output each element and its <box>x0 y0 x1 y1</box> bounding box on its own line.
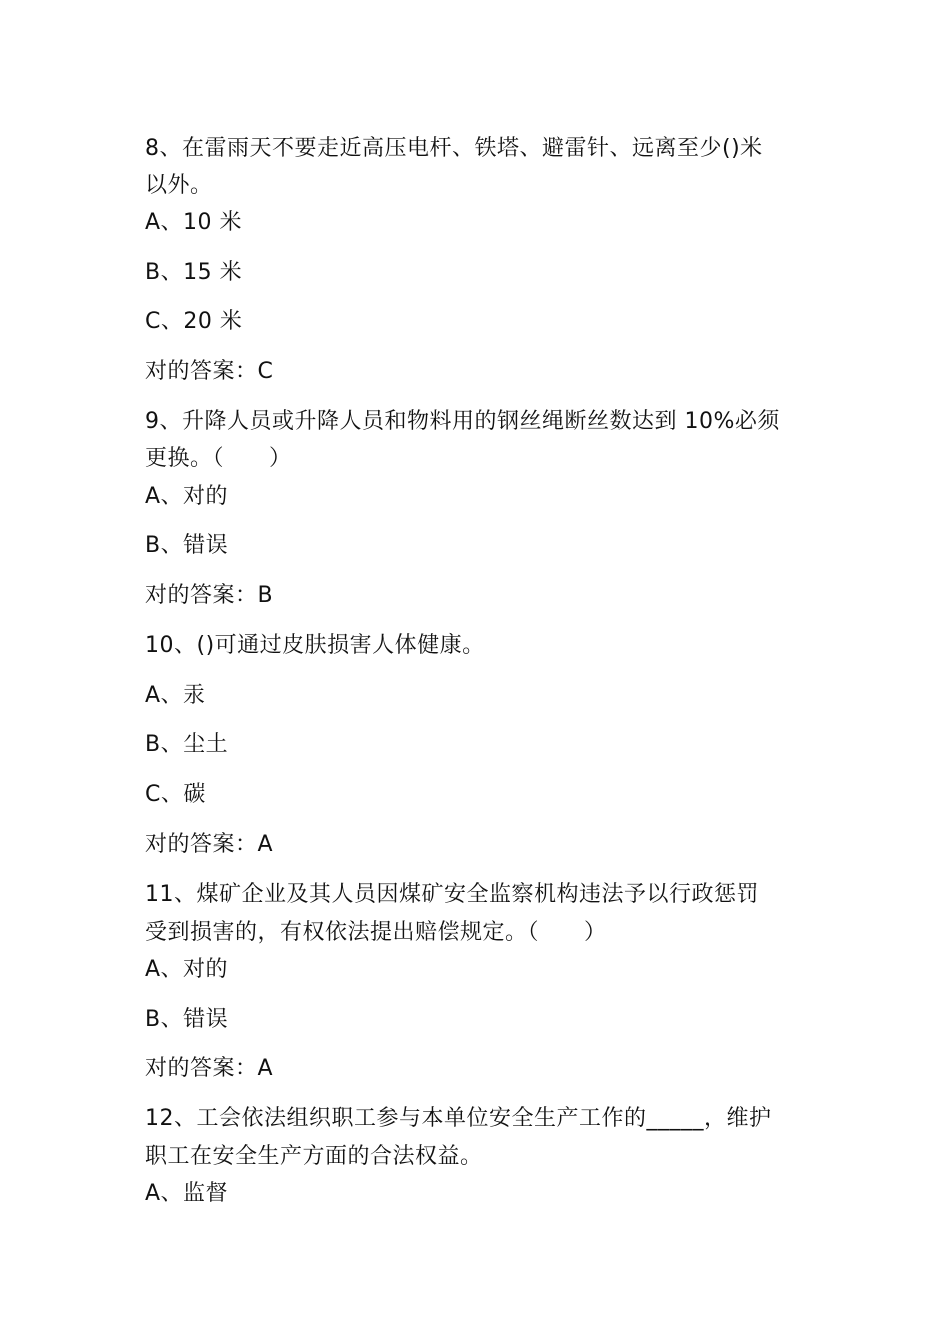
question-10-answer: 对的答案：A <box>145 832 274 857</box>
question-11-stem-line-1: 11、煤矿企业及其人员因煤矿安全监察机构违法予以行政惩罚 <box>145 882 759 907</box>
question-8-answer: 对的答案：C <box>145 359 274 384</box>
question-11-option-a: A、对的 <box>145 957 229 982</box>
question-11-stem-line-2: 受到损害的，有权依法提出赔偿规定。（ ） <box>145 920 607 945</box>
question-12-option-a: A、监督 <box>145 1181 229 1206</box>
question-12-stem-line-1: 12、工会依法组织职工参与本单位安全生产工作的_____，维护 <box>145 1106 772 1131</box>
question-8-option-a: A、10 米 <box>145 210 243 235</box>
question-9-answer: 对的答案：B <box>145 583 274 608</box>
question-9-option-a: A、对的 <box>145 484 229 509</box>
question-9-stem-line-1: 9、升降人员或升降人员和物料用的钢丝绳断丝数达到 10%必须 <box>145 409 780 434</box>
question-8-option-c: C、20 米 <box>145 309 243 334</box>
question-8-option-b: B、15 米 <box>145 260 243 285</box>
question-11-answer: 对的答案：A <box>145 1056 274 1081</box>
question-10-option-a: A、汞 <box>145 683 206 708</box>
question-10-stem-line-1: 10、()可通过皮肤损害人体健康。 <box>145 633 485 658</box>
question-10-option-b: B、尘土 <box>145 732 229 757</box>
question-8-stem-line-1: 8、在雷雨天不要走近高压电杆、铁塔、避雷针、远离至少()米 <box>145 136 763 161</box>
question-9-stem-line-2: 更换。（ ） <box>145 446 292 471</box>
question-11-option-b: B、错误 <box>145 1007 229 1032</box>
question-9-option-b: B、错误 <box>145 533 229 558</box>
question-10-option-c: C、碳 <box>145 782 206 807</box>
question-8-stem-line-2: 以外。 <box>145 173 213 198</box>
question-12-stem-line-2: 职工在安全生产方面的合法权益。 <box>145 1144 483 1169</box>
